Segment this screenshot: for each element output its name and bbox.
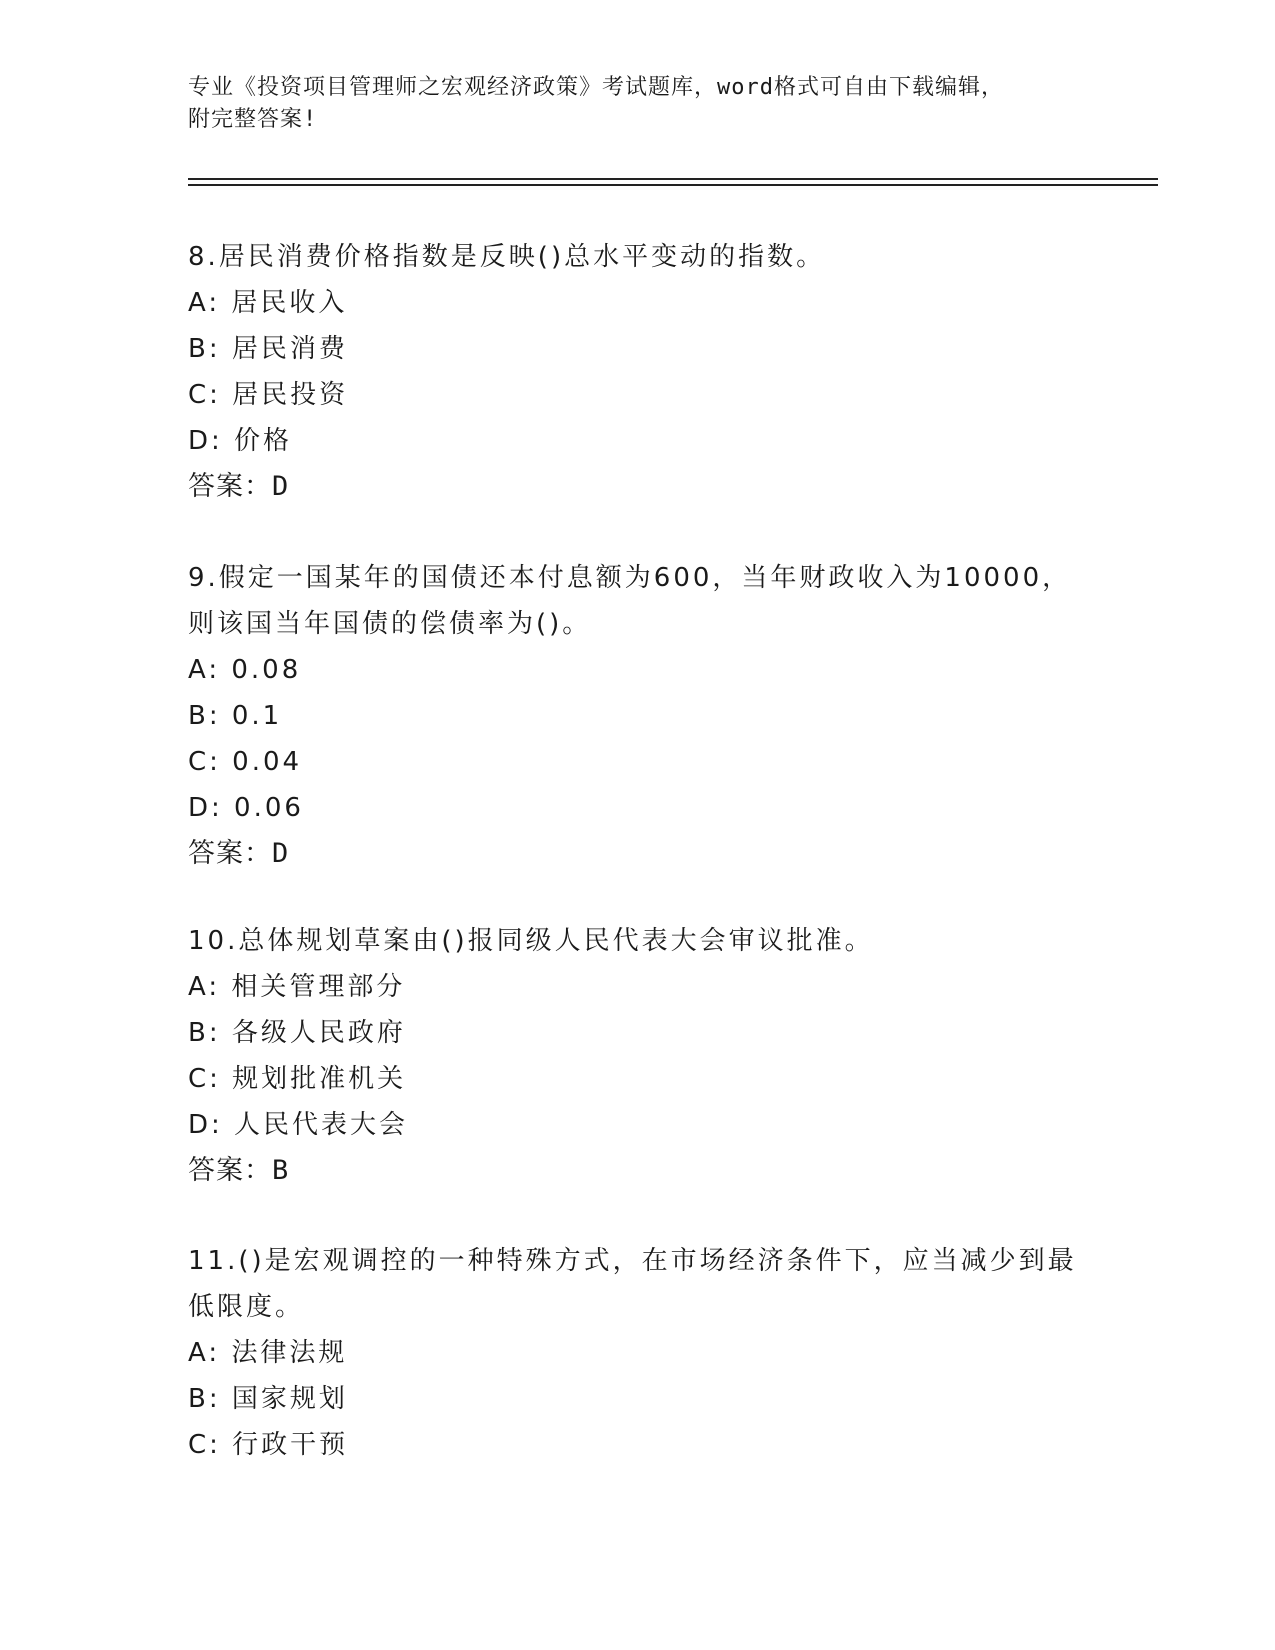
option-a: A: 相关管理部分 [188, 972, 406, 1002]
answer: 答案：D [188, 838, 290, 869]
option-b: B: 各级人民政府 [188, 1018, 406, 1048]
option-b: B: 国家规划 [188, 1384, 348, 1414]
header-line-1: 专业《投资项目管理师之宏观经济政策》考试题库，word格式可自由下载编辑， [188, 75, 1004, 100]
document-header [188, 72, 1088, 136]
option-b: B: 0.1 [188, 701, 283, 731]
option-a: A: 居民收入 [188, 288, 348, 318]
question-stem: 8.居民消费价格指数是反映()总水平变动的指数。 [188, 242, 826, 272]
question-10 [188, 918, 1088, 1194]
question-stem: 11.()是宏观调控的一种特殊方式，在市场经济条件下，应当减少到最低限度。 [188, 1246, 1077, 1322]
question-stem: 9.假定一国某年的国债还本付息额为600，当年财政收入为10000，则该国当年国债的偿债率为()。 [188, 563, 1072, 639]
header-line-2: 附完整答案! [188, 107, 318, 132]
header-divider-bottom [188, 184, 1158, 186]
option-a: A: 法律法规 [188, 1338, 348, 1368]
option-b: B: 居民消费 [188, 334, 348, 364]
answer: 答案：D [188, 471, 290, 502]
question-stem: 10.总体规划草案由()报同级人民代表大会审议批准。 [188, 926, 874, 956]
option-d: D: 0.06 [188, 793, 304, 823]
option-c: C: 行政干预 [188, 1430, 349, 1460]
option-d: D: 价格 [188, 426, 293, 456]
question-8 [188, 234, 1088, 510]
question-9 [188, 555, 1088, 877]
option-c: C: 0.04 [188, 747, 303, 777]
option-c: C: 居民投资 [188, 380, 349, 410]
question-11 [188, 1238, 1088, 1468]
header-divider-top [188, 178, 1158, 180]
option-d: D: 人民代表大会 [188, 1110, 409, 1140]
option-a: A: 0.08 [188, 655, 302, 685]
answer: 答案：B [188, 1155, 290, 1186]
option-c: C: 规划批准机关 [188, 1064, 407, 1094]
